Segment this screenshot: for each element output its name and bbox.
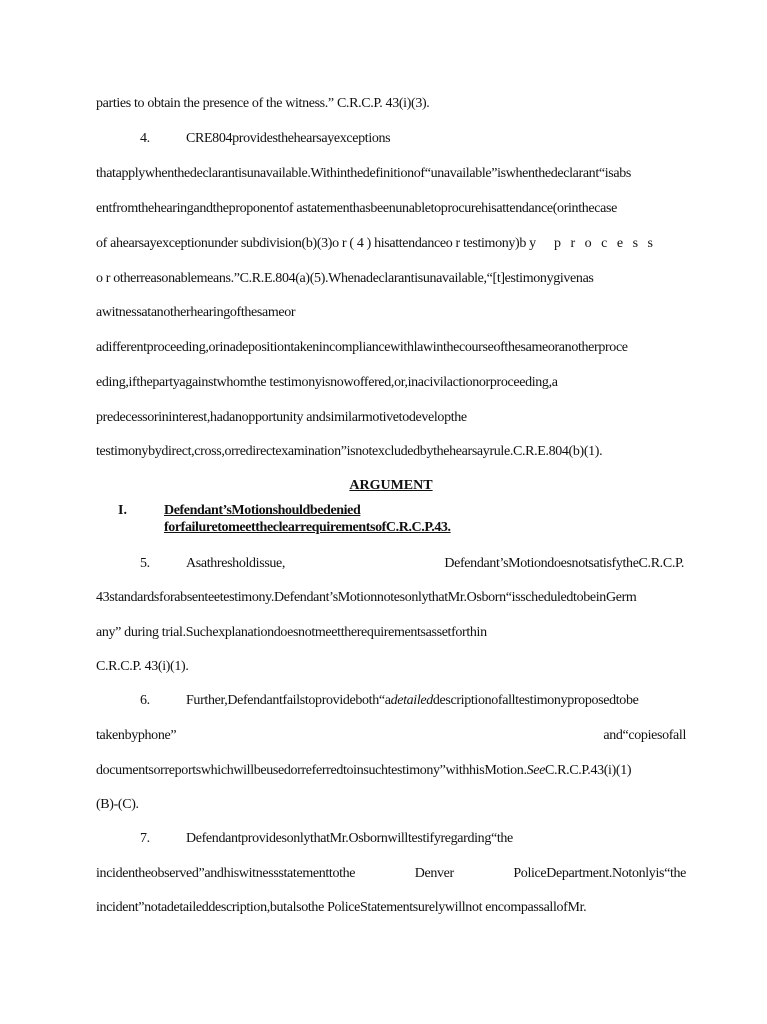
text-line: p r o c e s s [554,236,656,251]
text-segment: and“copiesofall [603,728,686,743]
text-line: testimonybydirect,cross,orredirectexamination”isnotexcludedbythehearsayrule.C.R.E.804(b)(1). [96,444,603,459]
text-line: (B)-(C). [96,797,139,812]
text-segment: C.R.C.P.43(i)(1) [545,763,632,778]
paragraph-number: 4. [140,131,150,146]
italic-text: detailed [390,693,433,708]
text-line: adifferentproceeding,orinadepositiontakenincompliancewithlawinthecourseofthesameoranotherproce [96,340,628,355]
text-line [96,762,686,780]
paragraph-6-first-line [140,692,684,710]
text-line: of ahearsayexceptionunder subdivision(b)(3)o r ( 4 ) hisattendanceo r testimony)b y [96,236,536,251]
paragraph-number: 6. [140,693,150,708]
paragraph-7-first-line [140,830,730,848]
text-segment: Defendant’sMotiondoesnotsatisfytheC.R.C.P. [444,556,684,571]
text-line-row [96,865,686,883]
text-line: any” during trial.Suchexplanationdoesnotmeettherequirementsassetforthin [96,625,487,640]
text-segment: PoliceDepartment.Notonlyis“the [513,866,686,881]
text-segment: descriptionofalltestimonyproposedtobe [432,693,639,708]
section-title-line-1: Defendant’sMotionshouldbedenied [164,503,361,518]
text-segment: Asathresholdissue, [186,556,286,571]
text-line: 43standardsforabsenteetestimony.Defendant’sMotionnotesonlythatMr.Osborn“isscheduledtobeinGerm [96,590,637,605]
text-segment: takenbyphone” [96,728,177,743]
argument-heading: ARGUMENT [349,478,433,493]
text-line: eding,ifthepartyagainstwhomthe testimonyisnowoffered,or,inacivilactionorproceeding,a [96,375,558,390]
section-number: I. [118,503,127,518]
paragraph-number: 7. [140,831,150,846]
text-segment: DefendantprovidesonlythatMr.Osbornwilltestifyregarding“the [186,831,513,846]
section-title-line-2: forfailuretomeettheclearrequirementsofC.R.C.P.43. [164,520,451,535]
italic-text: See [526,763,545,778]
text-segment: Denver [414,866,454,881]
text-segment: documentsorreportswhichwillbeusedorreferredtoinsuchtestimony”withhisMotion. [96,763,527,778]
text-line: C.R.C.P. 43(i)(1). [96,659,189,674]
paragraph-5-first-line [140,555,684,573]
text-line: entfromthehearingandtheproponentof astatementhasbeenunabletoprocurehisattendance(orinthecase [96,201,617,216]
paragraph-number: 5. [140,556,150,571]
text-line: CRE804providesthehearsayexceptions [186,131,391,146]
text-segment: Further,Defendantfailstoprovideboth“a [186,693,391,708]
text-line: incident”notadetaileddescription,butalsothe PoliceStatementsurelywillnot encompassallofMr. [96,900,587,915]
text-line: parties to obtain the presence of the witness.” C.R.C.P. 43(i)(3). [96,96,430,111]
text-line: o r otherreasonablemeans.”C.R.E.804(a)(5).Whenadeclarantisunavailable,“[t]estimonygivenas [96,271,594,286]
text-line: awitnessatanotherhearingofthesameor [96,305,296,320]
text-line: thatapplywhenthedeclarantisunavailable.Withinthedefinitionof“unavailable”iswhenthedeclarant“isabs [96,166,631,181]
text-segment: incidentheobserved”andhiswitnessstatementtothe [96,866,356,881]
paragraph-4-first-line [140,130,730,148]
text-line-row [96,727,686,745]
text-line: predecessorininterest,hadanopportunity andsimilarmotivetodevelopthe [96,410,467,425]
text-line-row [96,235,656,253]
